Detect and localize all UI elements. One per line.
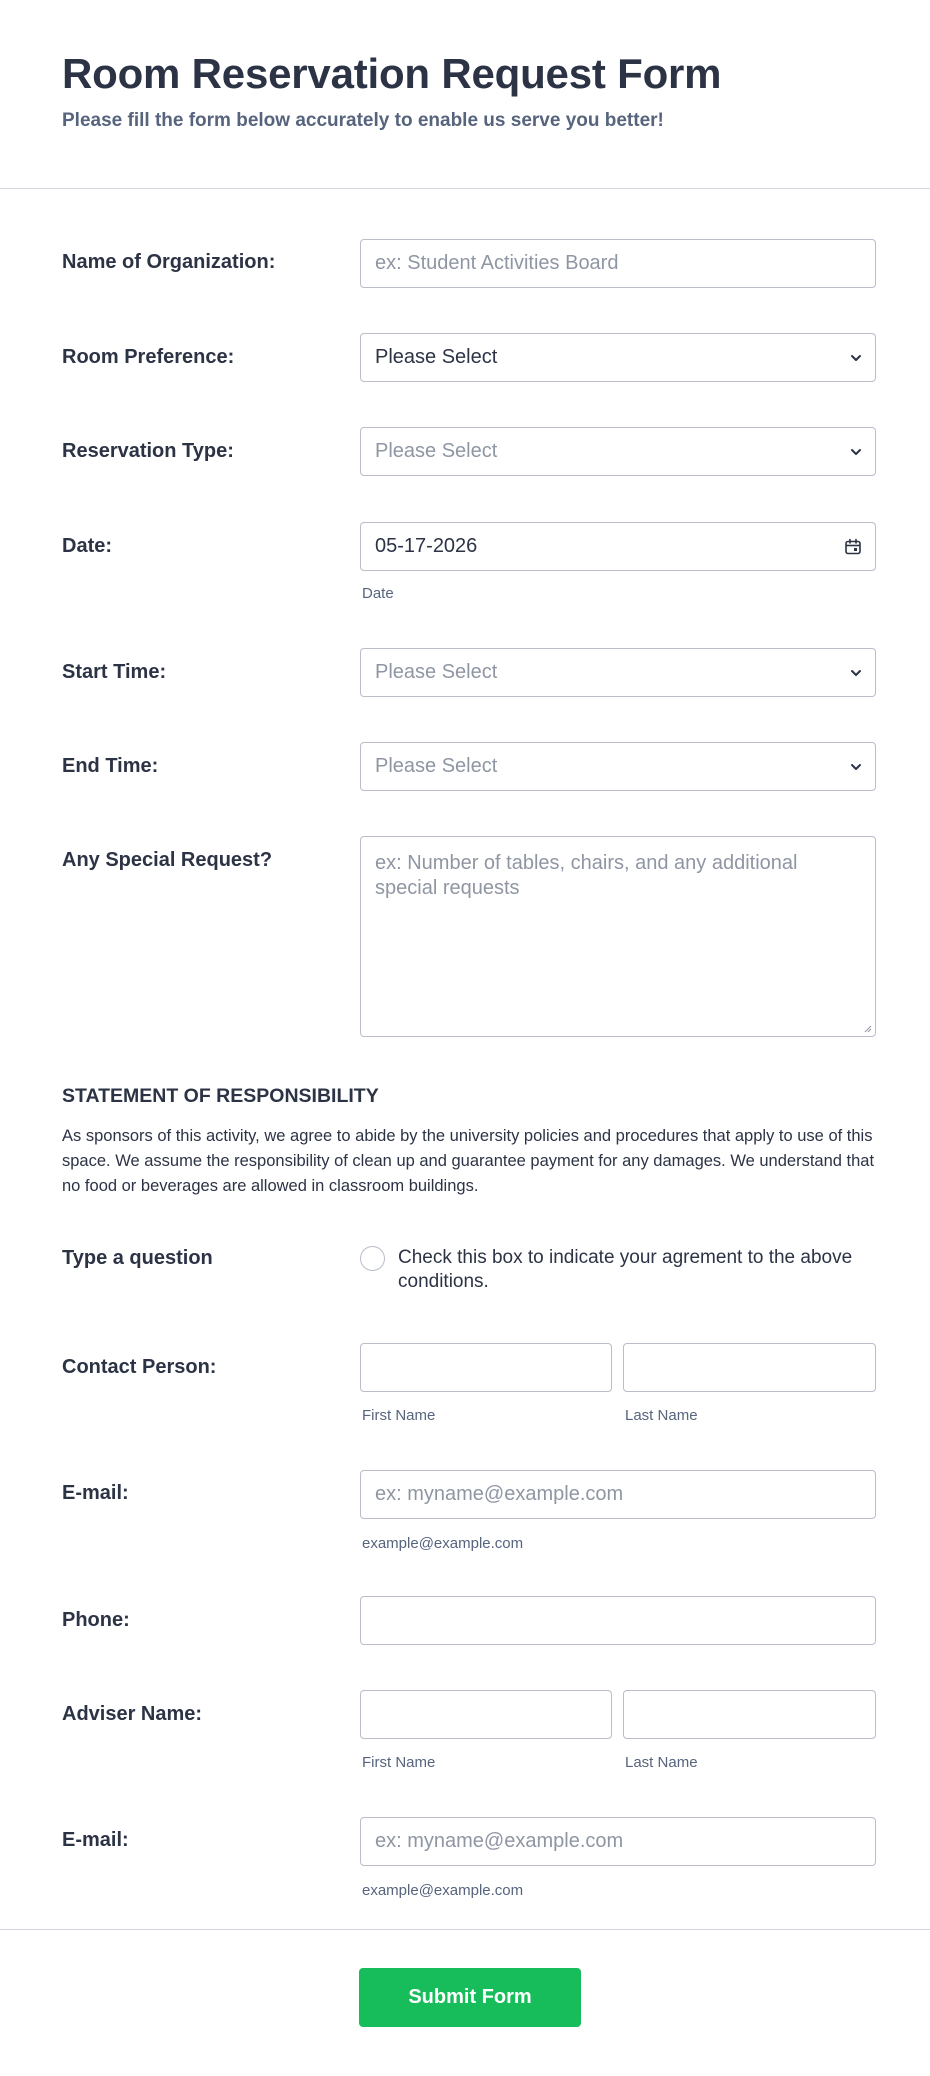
date-label: Date: bbox=[62, 535, 113, 557]
adviser-first-name-input[interactable] bbox=[360, 1690, 612, 1739]
email-input[interactable] bbox=[360, 1470, 876, 1519]
special-request-placeholder: ex: Number of tables, chairs, and any additional special requests bbox=[375, 852, 798, 899]
agreement-question-label: Type a question bbox=[62, 1247, 213, 1269]
start-time-select[interactable] bbox=[360, 648, 876, 697]
room-preference-select[interactable] bbox=[360, 333, 876, 382]
agreement-text: Check this box to indicate your agrement to the above conditions. bbox=[398, 1247, 853, 1292]
agreement-checkbox[interactable] bbox=[360, 1246, 385, 1271]
contact-first-name-input[interactable] bbox=[360, 1343, 612, 1392]
adviser-email-sublabel: example@example.com bbox=[362, 1882, 524, 1899]
date-sublabel: Date bbox=[362, 585, 394, 602]
special-request-textarea[interactable] bbox=[360, 836, 876, 1037]
chevron-down-icon bbox=[849, 760, 863, 774]
start-time-value: Please Select bbox=[375, 661, 498, 683]
adviser-email-placeholder: ex: myname@example.com bbox=[375, 1830, 624, 1852]
calendar-icon[interactable] bbox=[844, 538, 862, 556]
organization-placeholder: ex: Student Activities Board bbox=[375, 252, 619, 274]
submit-button[interactable]: Submit Form bbox=[359, 1968, 581, 2027]
contact-last-name-sublabel: Last Name bbox=[625, 1407, 698, 1424]
statement-body: As sponsors of this activity, we agree to abide by the university policies and procedures that apply to use of this space. We assume the responsibility of clean up and guarantee payment for any damages. We understand that no food or beverages are allowed in classroom buildings. bbox=[62, 1127, 875, 1195]
start-time-label: Start Time: bbox=[62, 661, 167, 683]
email-label: E-mail: bbox=[62, 1482, 129, 1504]
end-time-value: Please Select bbox=[375, 755, 498, 777]
page-subtitle: Please fill the form below accurately to enable us serve you better! bbox=[62, 110, 664, 131]
adviser-email-input[interactable] bbox=[360, 1817, 876, 1866]
chevron-down-icon bbox=[849, 666, 863, 680]
special-request-label: Any Special Request? bbox=[62, 849, 273, 871]
adviser-name-label: Adviser Name: bbox=[62, 1703, 203, 1725]
chevron-down-icon bbox=[849, 351, 863, 365]
adviser-last-name-sublabel: Last Name bbox=[625, 1754, 698, 1771]
contact-person-label: Contact Person: bbox=[62, 1356, 217, 1378]
reservation-type-value: Please Select bbox=[375, 440, 498, 462]
chevron-down-icon bbox=[849, 445, 863, 459]
end-time-select[interactable] bbox=[360, 742, 876, 791]
page-title: Room Reservation Request Form bbox=[62, 50, 722, 97]
adviser-email-label: E-mail: bbox=[62, 1829, 129, 1851]
date-value: 05-17-2026 bbox=[375, 535, 478, 557]
adviser-last-name-input[interactable] bbox=[623, 1690, 876, 1739]
room-preference-value: Please Select bbox=[375, 346, 498, 368]
phone-label: Phone: bbox=[62, 1609, 130, 1631]
organization-label: Name of Organization: bbox=[62, 251, 276, 273]
adviser-first-name-sublabel: First Name bbox=[362, 1754, 436, 1771]
footer-divider bbox=[0, 1929, 930, 1930]
reservation-type-select[interactable] bbox=[360, 427, 876, 476]
statement-title: STATEMENT OF RESPONSIBILITY bbox=[62, 1085, 379, 1107]
contact-last-name-input[interactable] bbox=[623, 1343, 876, 1392]
organization-input[interactable] bbox=[360, 239, 876, 288]
resize-handle-icon[interactable] bbox=[862, 1023, 872, 1033]
reservation-type-label: Reservation Type: bbox=[62, 440, 234, 462]
date-input[interactable] bbox=[360, 522, 876, 571]
form-header bbox=[0, 0, 930, 189]
email-placeholder: ex: myname@example.com bbox=[375, 1483, 624, 1505]
email-sublabel: example@example.com bbox=[362, 1535, 524, 1552]
room-preference-label: Room Preference: bbox=[62, 346, 235, 368]
end-time-label: End Time: bbox=[62, 755, 159, 777]
contact-first-name-sublabel: First Name bbox=[362, 1407, 436, 1424]
phone-input[interactable] bbox=[360, 1596, 876, 1645]
